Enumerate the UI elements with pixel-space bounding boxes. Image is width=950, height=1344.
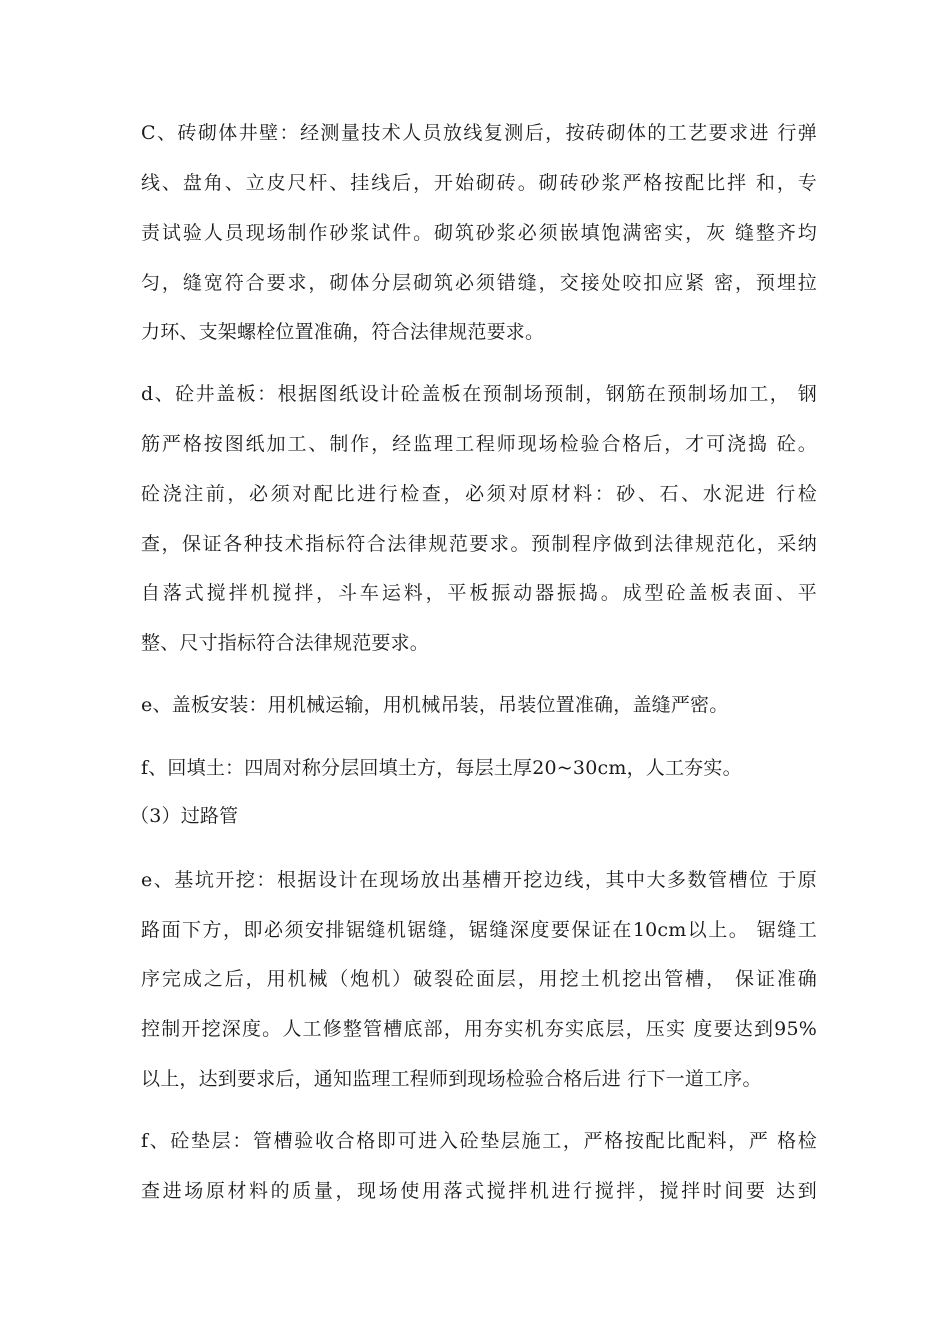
paragraph-e1-line-1: e、盖板安装：用机械运输，用机械吊装，吊装位置准确，盖缝严密。 xyxy=(141,694,729,716)
paragraph-d-line-5: 自落式搅拌机搅拌，斗车运料，平板振动器振捣。成型砼盖板表面、平 xyxy=(141,582,817,604)
paragraph-c-line-1: C、砖砌体井壁：经测量技术人员放线复测后，按砖砌体的工艺要求进 行弹 xyxy=(141,122,817,144)
paragraph-d-line-4: 查，保证各种技术指标符合法律规范要求。预制程序做到法律规范化，采纳 xyxy=(141,533,817,555)
paragraph-f2-line-2: 查进场原材料的质量，现场使用落式搅拌机进行搅拌，搅拌时间要 达到 xyxy=(141,1180,817,1202)
paragraph-e2-line-5: 以上，达到要求后，通知监理工程师到现场检验合格后进 行下一道工序。 xyxy=(141,1068,762,1090)
paragraph-c-line-2: 线、盘角、立皮尺杆、挂线后，开始砌砖。砌砖砂浆严格按配比拌 和，专 xyxy=(141,172,817,194)
paragraph-e2-line-2: 路面下方，即必须安排锯缝机锯缝，锯缝深度要保证在10cm以上。 锯缝工 xyxy=(141,919,817,941)
paragraph-c-line-4: 匀，缝宽符合要求，砌体分层砌筑必须错缝，交接处咬扣应紧 密，预埋拉 xyxy=(141,272,817,294)
paragraph-d-line-3: 砼浇注前，必须对配比进行检查，必须对原材料：砂、石、水泥进 行检 xyxy=(141,483,817,505)
paragraph-d-line-6: 整、尺寸指标符合法律规范要求。 xyxy=(141,632,430,654)
paragraph-c-line-5: 力环、支架螺栓位置准确，符合法律规范要求。 xyxy=(141,321,545,343)
paragraph-d-line-1: d、砼井盖板：根据图纸设计砼盖板在预制场预制，钢筋在预制场加工， 钢 xyxy=(141,383,817,405)
paragraph-d-line-2: 筋严格按图纸加工、制作，经监理工程师现场检验合格后，才可浇捣 砼。 xyxy=(141,433,817,455)
paragraph-f1-line-1: f、回填土：四周对称分层回填土方，每层土厚20~30cm，人工夯实。 xyxy=(141,757,742,779)
paragraph-e2-line-3: 序完成之后，用机械（炮机）破裂砼面层，用挖土机挖出管槽， 保证准确 xyxy=(141,968,817,990)
paragraph-e2-line-1: e、基坑开挖：根据设计在现场放出基槽开挖边线，其中大多数管槽位 于原 xyxy=(141,869,817,891)
section-heading-3: （3）过路管 xyxy=(130,805,239,827)
paragraph-c-line-3: 责试验人员现场制作砂浆试件。砌筑砂浆必须嵌填饱满密实，灰 缝整齐均 xyxy=(141,222,817,244)
paragraph-f2-line-1: f、砼垫层：管槽验收合格即可进入砼垫层施工，严格按配比配料，严 格检 xyxy=(141,1130,817,1152)
paragraph-e2-line-4: 控制开挖深度。人工修整管槽底部，用夯实机夯实底层，压实 度要达到95% xyxy=(141,1018,817,1040)
